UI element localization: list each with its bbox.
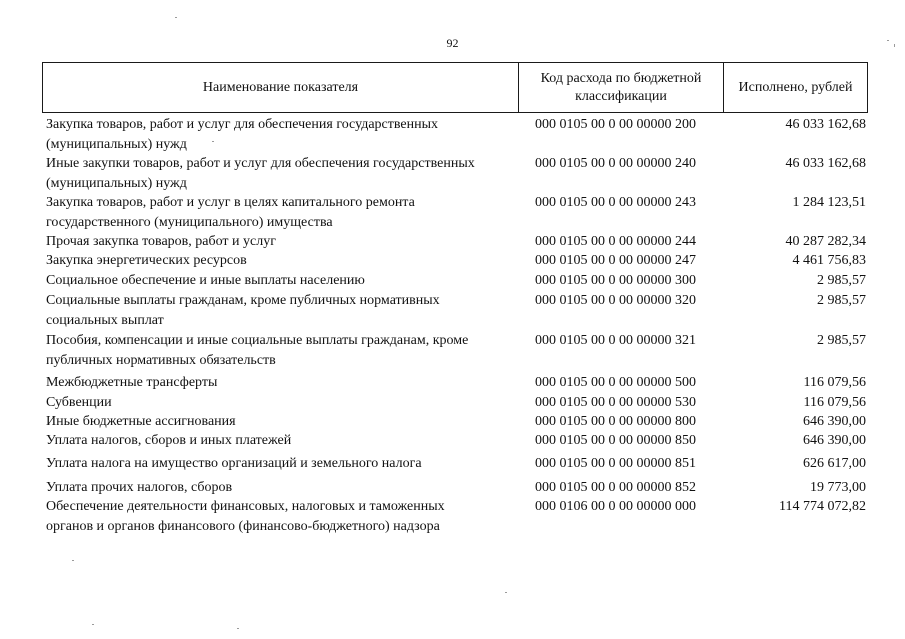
scan-speck <box>505 592 507 593</box>
row-executed: 2 985,57 <box>817 333 866 348</box>
row-name <box>46 431 524 451</box>
row-name <box>46 271 524 291</box>
row-code: 000 0106 00 0 00 00000 000 <box>535 499 696 514</box>
row-code: 000 0105 00 0 00 00000 800 <box>535 414 696 429</box>
row-name-line: Социальные выплаты гражданам, кроме публичных нормативных <box>46 293 440 308</box>
row-code: 000 0105 00 0 00 00000 244 <box>535 234 696 249</box>
row-code: 000 0105 00 0 00 00000 500 <box>535 375 696 390</box>
scan-speck <box>237 628 239 629</box>
row-name <box>46 115 524 154</box>
row-name-line: Иные бюджетные ассигнования <box>46 414 236 429</box>
scan-speck <box>894 44 895 47</box>
row-name-line: (муниципальных) нужд <box>46 136 187 152</box>
row-code: 000 0105 00 0 00 00000 850 <box>535 433 696 448</box>
row-name-line: (муниципальных) нужд <box>46 175 187 191</box>
row-executed: 40 287 282,34 <box>785 234 866 249</box>
row-executed: 1 284 123,51 <box>792 195 866 210</box>
row-code: 000 0105 00 0 00 00000 300 <box>535 273 696 288</box>
row-name-line: Закупка товаров, работ и услуг в целях капитального ремонта <box>46 195 415 210</box>
row-executed: 114 774 072,82 <box>779 499 866 514</box>
page-number: 92 <box>446 36 459 50</box>
row-name-line: Иные закупки товаров, работ и услуг для обеспечения государственных <box>46 156 475 171</box>
row-name-line: Субвенции <box>46 395 112 410</box>
row-name-line: Межбюджетные трансферты <box>46 375 218 390</box>
row-code: 000 0105 00 0 00 00000 247 <box>535 253 696 268</box>
row-executed: 46 033 162,68 <box>785 156 866 171</box>
row-executed: 19 773,00 <box>810 480 866 495</box>
row-executed: 116 079,56 <box>803 395 866 410</box>
scan-speck <box>212 141 214 142</box>
row-executed: 4 461 756,83 <box>792 253 866 268</box>
row-name-line: Социальное обеспечение и иные выплаты населению <box>46 273 365 288</box>
row-name-line: публичных нормативных обязательств <box>46 352 276 368</box>
row-name <box>46 393 524 413</box>
row-name-line: Закупка энергетических ресурсов <box>46 253 247 268</box>
row-name <box>46 497 524 536</box>
row-name-line: Пособия, компенсации и иные социальные выплаты гражданам, кроме <box>46 333 469 348</box>
row-code: 000 0105 00 0 00 00000 321 <box>535 333 696 348</box>
row-code: 000 0105 00 0 00 00000 243 <box>535 195 696 210</box>
row-executed: 646 390,00 <box>803 414 866 429</box>
row-name <box>46 232 524 252</box>
row-executed: 46 033 162,68 <box>785 117 866 132</box>
row-code: 000 0105 00 0 00 00000 240 <box>535 156 696 171</box>
row-executed: 116 079,56 <box>803 375 866 390</box>
row-name-line: органов и органов финансового (финансово-бюджетного) надзора <box>46 518 440 534</box>
row-name <box>46 251 524 271</box>
row-name-line: социальных выплат <box>46 312 164 328</box>
row-executed: 646 390,00 <box>803 433 866 448</box>
row-name-line: Уплата налогов, сборов и иных платежей <box>46 433 292 448</box>
row-name <box>46 412 524 432</box>
header-executed-column: Исполнено, рублей <box>723 63 867 112</box>
header-name-column: Наименование показателя <box>202 79 359 95</box>
row-executed: 2 985,57 <box>817 293 866 308</box>
table-header <box>42 62 868 113</box>
row-code: 000 0105 00 0 00 00000 200 <box>535 117 696 132</box>
row-name <box>46 331 524 370</box>
row-code: 000 0105 00 0 00 00000 852 <box>535 480 696 495</box>
row-name-line: государственного (муниципального) имущества <box>46 214 333 230</box>
row-name <box>46 454 524 474</box>
row-name <box>46 478 524 498</box>
scan-speck <box>92 624 94 625</box>
row-code: 000 0105 00 0 00 00000 320 <box>535 293 696 308</box>
row-name-line: Уплата налога на имущество организаций и земельного налога <box>46 456 422 471</box>
row-executed: 626 617,00 <box>803 456 866 471</box>
row-name <box>46 154 524 193</box>
row-executed: 2 985,57 <box>817 273 866 288</box>
row-name <box>46 291 524 330</box>
scan-speck <box>175 17 177 18</box>
row-name-line: Прочая закупка товаров, работ и услуг <box>46 234 276 249</box>
row-name-line: Закупка товаров, работ и услуг для обеспечения государственных <box>46 117 439 132</box>
row-name <box>46 373 524 393</box>
scan-speck <box>72 560 74 561</box>
row-code: 000 0105 00 0 00 00000 530 <box>535 395 696 410</box>
row-name-line: Обеспечение деятельности финансовых, налоговых и таможенных <box>46 499 445 514</box>
row-name-line: Уплата прочих налогов, сборов <box>46 480 233 495</box>
scan-speck <box>887 40 889 41</box>
header-code-column: Код расхода по бюджетной классификации <box>518 63 723 112</box>
row-name <box>46 193 524 232</box>
row-code: 000 0105 00 0 00 00000 851 <box>535 456 696 471</box>
